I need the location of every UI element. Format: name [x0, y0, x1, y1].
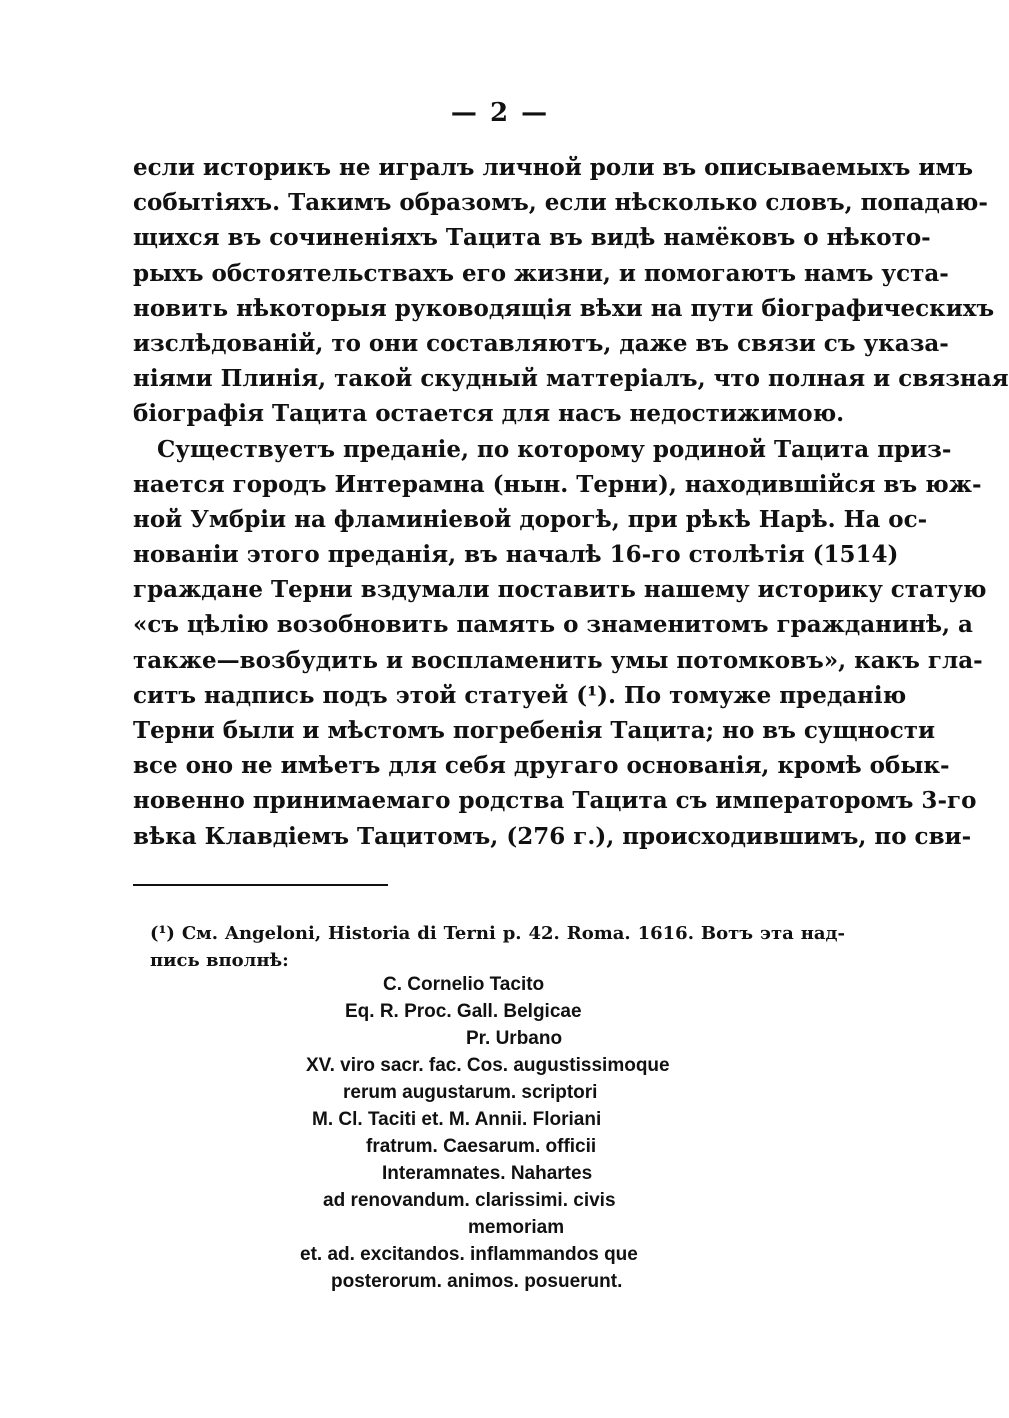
body-line: событіяхъ. Такимъ образомъ, если нѣсколько словъ, попадаю- [133, 189, 988, 217]
inscription-line: rerum augustarum. scriptori [343, 1082, 598, 1103]
body-line: также—возбудить и воспламенить умы потомковъ», какъ гла- [133, 646, 983, 674]
body-line: ніями Плинія, такой скудный маттеріалъ, что полная и связная [133, 365, 1009, 393]
inscription-line: memoriam [468, 1217, 565, 1238]
inscription-line: M. Cl. Taciti et. M. Annii. Floriani [312, 1109, 602, 1130]
body-line: вѣка Клавдіемъ Тацитомъ, (276 г.), происходившимъ, по сви- [133, 822, 972, 850]
inscription-line: fratrum. Caesarum. officii [366, 1136, 597, 1157]
inscription-line: XV. viro sacr. fac. Cos. augustissimoque [306, 1055, 670, 1076]
body-line: все оно не имѣетъ для себя другаго основанія, кромѣ обык- [133, 752, 950, 780]
inscription-line: C. Cornelio Tacito [383, 974, 545, 995]
inscription-line: Interamnates. Nahartes [382, 1163, 593, 1184]
inscription-line: Eq. R. Proc. Gall. Belgicae [345, 1001, 582, 1022]
footnote-line: (¹) См. Angeloni, Historia di Terni p. 42. Roma. 1616. Вотъ эта над- [150, 923, 845, 944]
body-line: біографія Тацита остается для насъ недостижимою. [133, 400, 845, 428]
body-line: изслѣдованій, то они составляютъ, даже въ связи съ указа- [133, 329, 949, 357]
footnote-divider [133, 884, 388, 886]
body-line: «съ цѣлію возобновить память о знаменитомъ гражданинѣ, а [133, 611, 973, 639]
body-line: ной Умбріи на фламиніевой дорогѣ, при рѣкѣ Нарѣ. На ос- [133, 505, 928, 533]
footnote-line: пись вполнѣ: [150, 950, 289, 971]
inscription-line: et. ad. excitandos. inflammandos que [300, 1244, 638, 1265]
body-line: рыхъ обстоятельствахъ его жизни, и помогаютъ намъ уста- [133, 259, 949, 287]
page-number: — 2 — [450, 98, 550, 128]
body-line: щихся въ сочиненіяхъ Тацита въ видѣ намёковъ о нѣкото- [133, 224, 931, 252]
body-line: если историкъ не игралъ личной роли въ описываемыхъ имъ [133, 154, 974, 181]
body-line: Терни были и мѣстомъ погребенія Тацита; но въ сущности [133, 717, 936, 744]
body-line: новенно принимаемаго родства Тацита съ императоромъ 3-го [133, 787, 977, 815]
body-text [133, 150, 1009, 854]
body-line: нованіи этого преданія, въ началѣ 16-го столѣтія (1514) [133, 541, 899, 569]
body-line: граждане Терни вздумали поставить нашему историку статую [133, 576, 987, 604]
inscription-line: ad renovandum. clarissimi. civis [323, 1190, 616, 1211]
footnote [150, 920, 845, 974]
body-line: Существуетъ преданіе, по которому родиной Тацита приз- [157, 435, 952, 463]
inscription-line: Pr. Urbano [466, 1028, 563, 1049]
inscription-line: posterorum. animos. posuerunt. [331, 1271, 623, 1292]
body-line: новить нѣкоторыя руководящія вѣхи на пути біографическихъ [133, 294, 995, 322]
body-line: нается городъ Интерамна (нын. Терни), находившійся въ юж- [133, 470, 982, 498]
body-line: ситъ надпись подъ этой статуей (¹). По томуже преданію [133, 681, 907, 709]
